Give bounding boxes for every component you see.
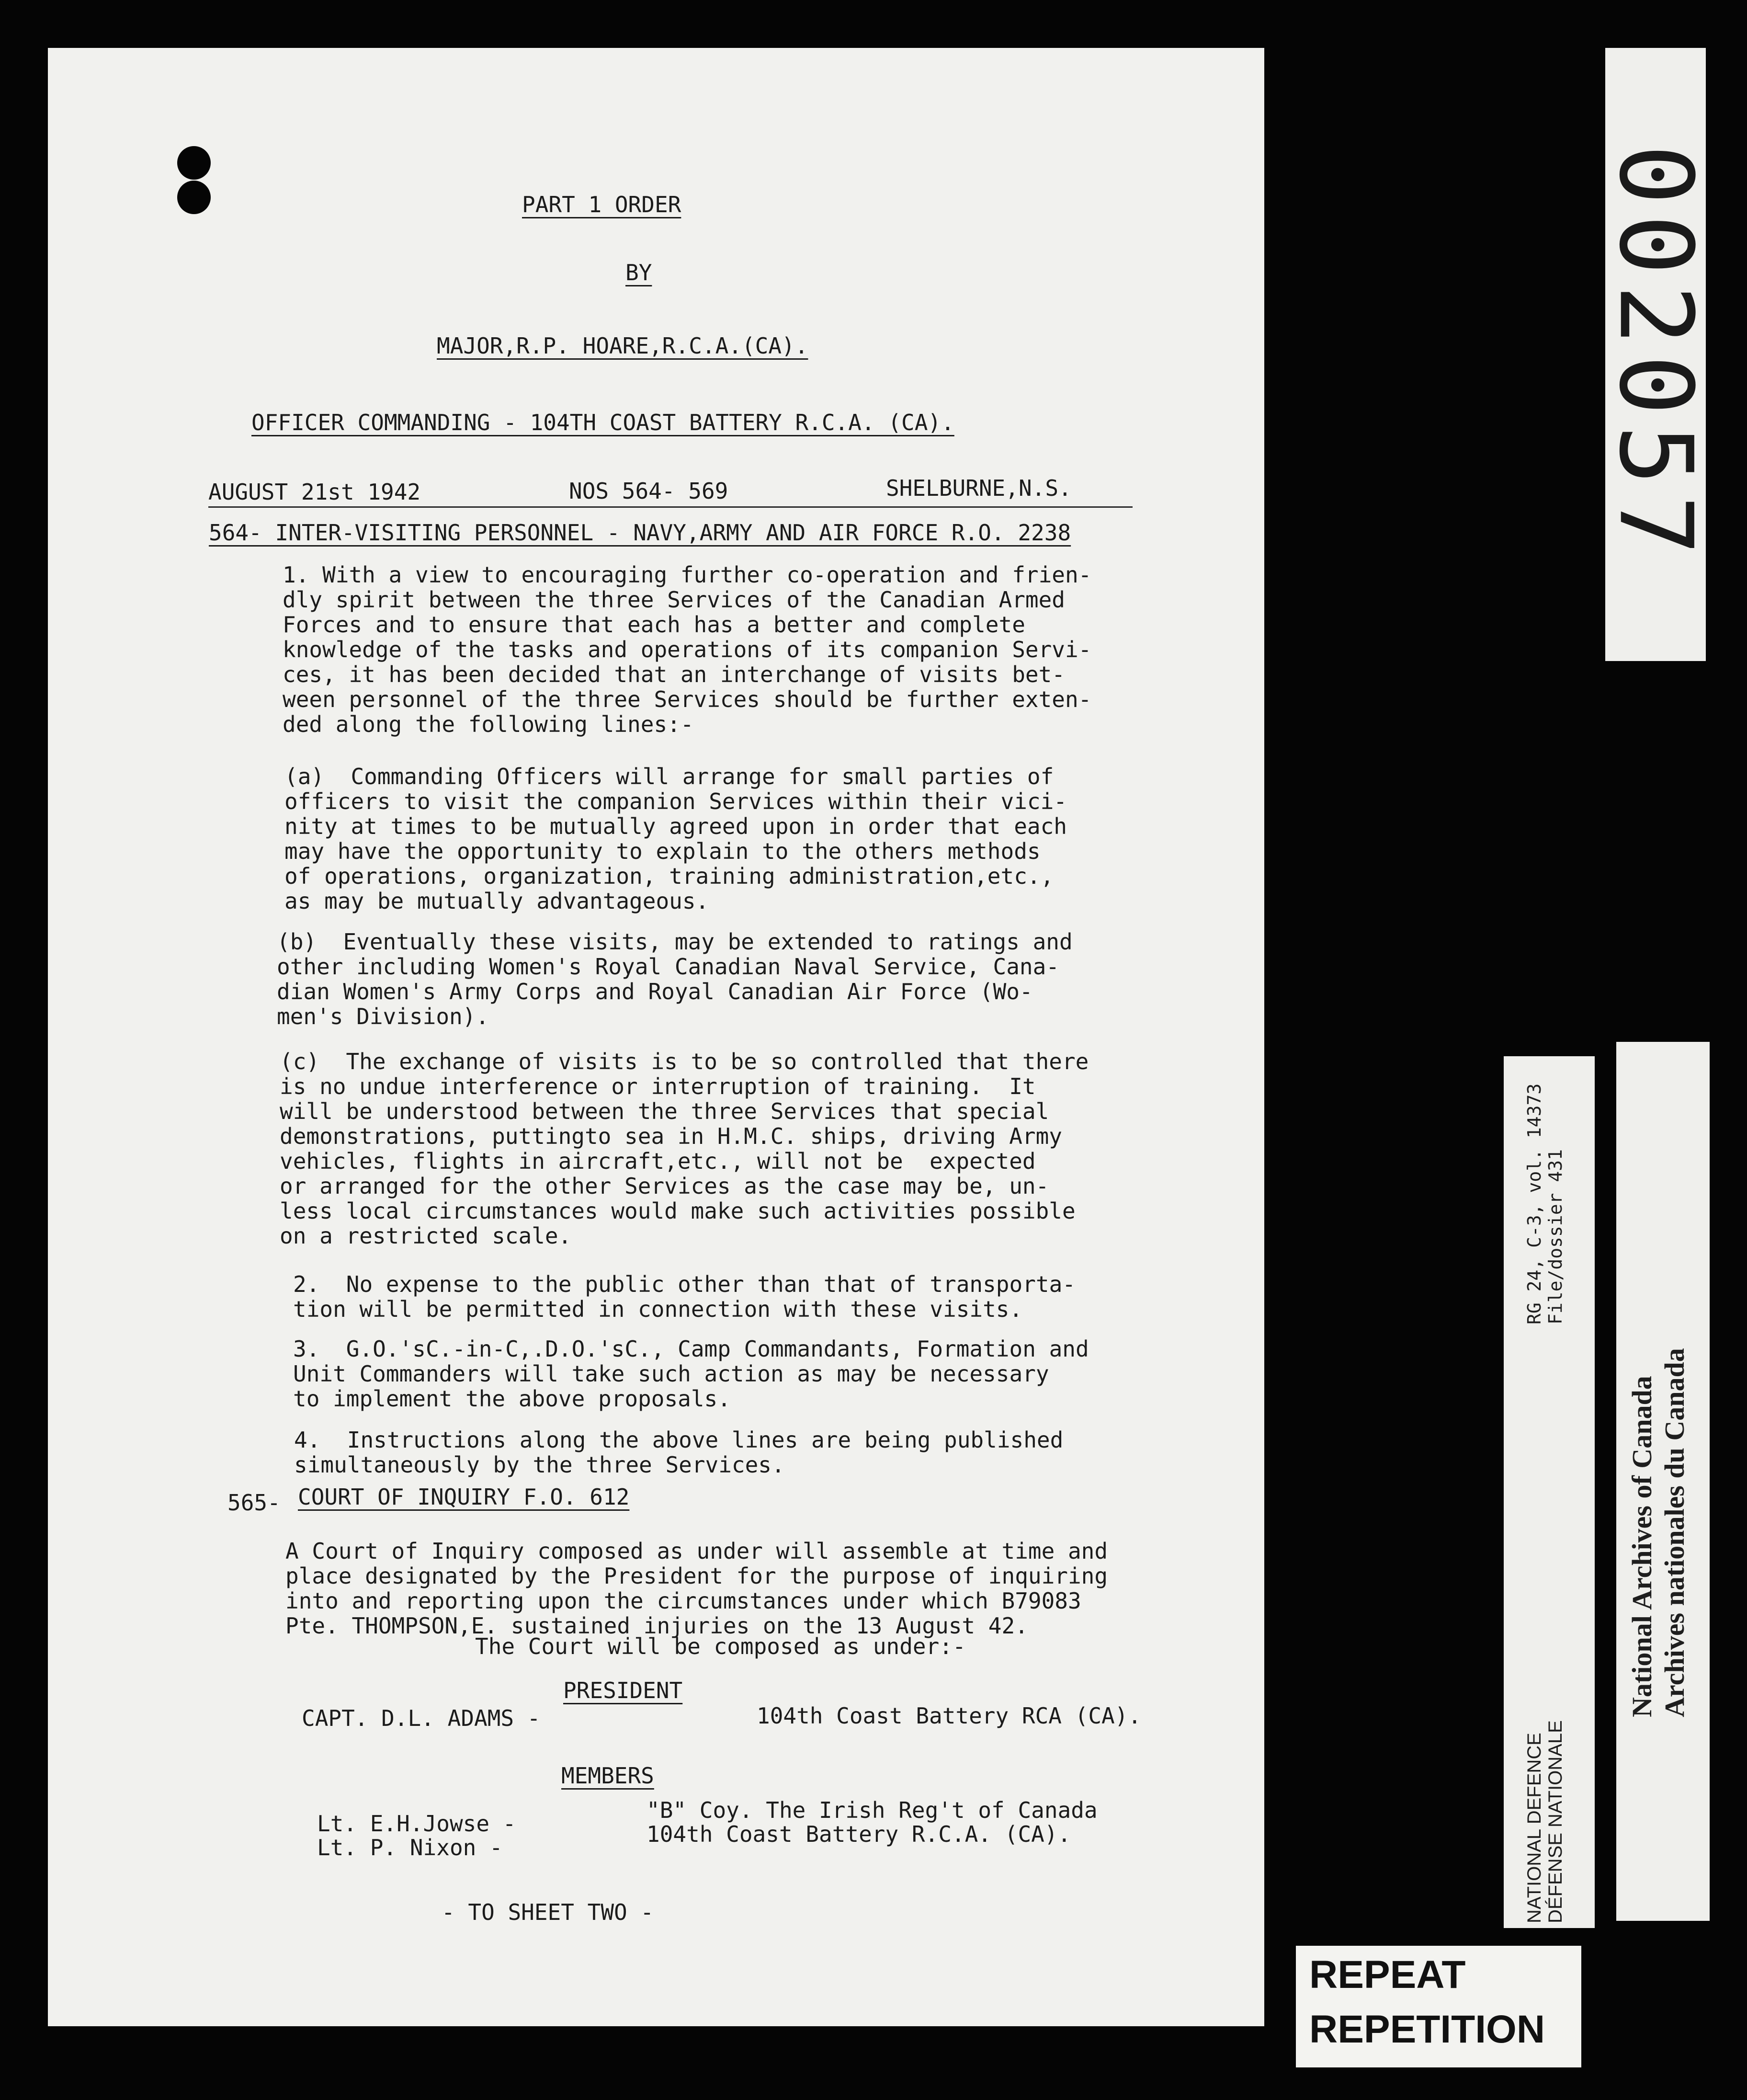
text-line: dian Women's Army Corps and Royal Canadian Air Force (Wo-: [277, 979, 1033, 1004]
text-line: ween personnel of the three Services should be further exten-: [283, 686, 1092, 712]
archive-ref-line: DÉFENSE NATIONALE: [1545, 1720, 1566, 1923]
order-place: SHELBURNE,N.S.: [886, 475, 1072, 501]
text-line: tion will be permitted in connection with these visits.: [293, 1296, 1023, 1322]
member-1-unit: "B" Coy. The Irish Reg't of Canada: [647, 1797, 1098, 1823]
paragraph-3: [293, 1336, 1089, 1411]
members-label: MEMBERS: [561, 1763, 654, 1789]
text-line: dly spirit between the three Services of the Canadian Armed: [283, 587, 1065, 613]
by-label: BY: [625, 260, 652, 285]
order-numbers: NOS 564- 569: [569, 478, 728, 504]
to-sheet-two: - TO SHEET TWO -: [442, 1899, 654, 1925]
archive-reference-label: [1504, 1056, 1595, 1928]
archive-name-line: Archives nationales du Canada: [1659, 1348, 1690, 1717]
officer-line: OFFICER COMMANDING - 104TH COAST BATTERY R.C.A. (CA).: [251, 410, 954, 435]
text-line: will be understood between the three Services that special: [280, 1098, 1049, 1124]
order-564-heading: 564- INTER-VISITING PERSONNEL - NAVY,ARMY AND AIR FORCE R.O. 2238: [209, 520, 1071, 546]
member-2-unit: 104th Coast Battery R.C.A. (CA).: [647, 1821, 1071, 1847]
member-1-name: Lt. E.H.Jowse -: [317, 1811, 516, 1837]
text-line: place designated by the President for the purpose of inquiring: [285, 1563, 1108, 1589]
text-line: 2. No expense to the public other than that of transporta-: [293, 1271, 1076, 1297]
paragraph-4: [294, 1427, 1063, 1477]
paragraph-a: [284, 764, 1067, 913]
text-line: vehicles, flights in aircraft,etc., will not be expected: [280, 1148, 1036, 1174]
court-body: [285, 1539, 1108, 1638]
text-line: less local circumstances would make such activities possible: [280, 1198, 1076, 1224]
text-line: 1. With a view to encouraging further co-operation and frien-: [283, 562, 1092, 588]
president-label: PRESIDENT: [563, 1678, 683, 1703]
major-line: MAJOR,R.P. HOARE,R.C.A.(CA).: [437, 333, 808, 359]
document-body: [48, 48, 1264, 2026]
stamp-number: 002057: [1597, 144, 1714, 565]
text-line: (b) Eventually these visits, may be extended to ratings and: [277, 929, 1073, 955]
archive-ref-line: NATIONAL DEFENCE: [1524, 1733, 1545, 1923]
text-line: simultaneously by the three Services.: [294, 1452, 785, 1478]
repeat-line: REPEAT: [1309, 1953, 1466, 1997]
text-line: (c) The exchange of visits is to be so controlled that there: [280, 1049, 1089, 1074]
text-line: ded along the following lines:-: [283, 711, 694, 737]
paragraph-2: [293, 1272, 1076, 1322]
president-name: CAPT. D.L. ADAMS -: [302, 1705, 541, 1731]
order-565-number: 565-: [227, 1490, 281, 1516]
text-line: into and reporting upon the circumstances under which B79083: [285, 1588, 1081, 1614]
document-sheet: [48, 48, 1264, 2026]
text-line: men's Division).: [277, 1004, 489, 1029]
part-order-title: PART 1 ORDER: [522, 192, 681, 217]
text-line: knowledge of the tasks and operations of its companion Servi-: [283, 637, 1092, 662]
text-line: other including Women's Royal Canadian Naval Service, Cana-: [277, 954, 1059, 980]
archive-name-label: [1616, 1042, 1710, 1921]
text-line: or arranged for the other Services as the case may be, un-: [280, 1173, 1049, 1199]
text-line: demonstrations, puttingto sea in H.M.C. ships, driving Army: [280, 1123, 1062, 1149]
order-565-heading: COURT OF INQUIRY F.O. 612: [298, 1484, 630, 1510]
text-line: Pte. THOMPSON,E. sustained injuries on the 13 August 42.: [285, 1613, 1028, 1639]
text-line: of operations, organization, training administration,etc.,: [284, 863, 1054, 889]
text-line: officers to visit the companion Services within their vici-: [284, 788, 1067, 814]
page-number-stamp: [1597, 48, 1714, 661]
paragraph-c: [280, 1049, 1089, 1248]
text-line: 4. Instructions along the above lines are being published: [294, 1427, 1064, 1453]
repeat-line: REPETITION: [1309, 2008, 1545, 2051]
president-unit: 104th Coast Battery RCA (CA).: [757, 1703, 1142, 1729]
paragraph-b: [277, 929, 1073, 1029]
text-line: Unit Commanders will take such action as may be necessary: [293, 1361, 1049, 1387]
text-line: is no undue interference or interruption of training. It: [280, 1073, 1036, 1099]
text-line: (a) Commanding Officers will arrange for small parties of: [284, 764, 1054, 789]
order-date: AUGUST 21st 1942: [208, 479, 421, 505]
text-line: A Court of Inquiry composed as under will assemble at time and: [285, 1538, 1108, 1564]
text-line: 3. G.O.'sC.-in-C,.D.O.'sC., Camp Commandants, Formation and: [293, 1336, 1089, 1362]
text-line: to implement the above proposals.: [293, 1386, 731, 1412]
text-line: on a restricted scale.: [280, 1223, 572, 1249]
archive-ref-line: File/dossier 431: [1545, 1149, 1566, 1324]
text-line: ces, it has been decided that an interchange of visits bet-: [283, 662, 1065, 687]
text-line: may have the opportunity to explain to the others methods: [284, 838, 1041, 864]
header-rule: [208, 506, 1133, 508]
composed-line: The Court will be composed as under:-: [475, 1633, 966, 1659]
archive-ref-line: RG 24, C-3, vol. 14373: [1524, 1083, 1545, 1324]
paragraph-1: [283, 562, 1091, 737]
text-line: nity at times to be mutually agreed upon in order that each: [284, 813, 1067, 839]
text-line: Forces and to ensure that each has a better and complete: [283, 612, 1025, 638]
member-2-name: Lt. P. Nixon -: [317, 1835, 503, 1860]
archive-name-line: National Archives of Canada: [1626, 1376, 1657, 1717]
repeat-stamp: [1296, 1946, 1581, 2067]
text-line: as may be mutually advantageous.: [284, 888, 709, 914]
